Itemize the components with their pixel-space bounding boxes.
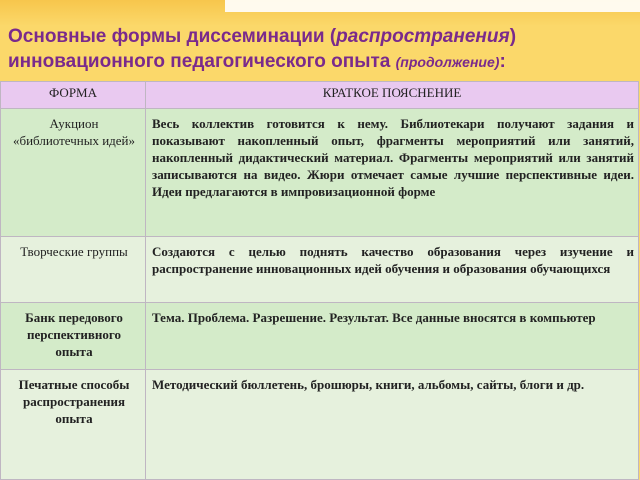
table-row <box>1 109 639 237</box>
title-part-3: ) инновационного педагогического опыта <box>8 26 517 72</box>
top-band-notch <box>225 0 640 12</box>
table-header-row <box>1 82 639 109</box>
header-description: КРАТКОЕ ПОЯСНЕНИЕ <box>146 82 639 109</box>
title-colon: : <box>499 51 506 72</box>
description-cell: Создаются с целью поднять качество образования через изучение и распространение инновационных идей обучения и образования обучающихся <box>146 237 639 303</box>
description-cell: Методический бюллетень, брошюры, книги, альбомы, сайты, блоги и др. <box>146 370 639 480</box>
top-band <box>0 0 640 26</box>
description-cell: Тема. Проблема. Разрешение. Результат. Все данные вносятся в компьютер <box>146 303 639 370</box>
title-emphasis: распространения <box>336 26 510 47</box>
table-row <box>1 370 639 480</box>
form-cell: Аукцион «библиотечных идей» <box>1 109 146 237</box>
title-part-1: Основные формы диссеминации ( <box>8 26 337 47</box>
description-cell: Весь коллектив готовится к нему. Библиотекари получают задания и показывают накопленный опыт, фрагменты мероприятий или занятий, накопленный дидактический материал. Фрагменты мероприятий или занятий записываются на видео. Жюри отмечает самые лучшие перспективные идеи. Идеи предлагаются в импровизационной форме <box>146 109 639 237</box>
header-form: ФОРМА <box>1 82 146 109</box>
table-row <box>1 237 639 303</box>
forms-table <box>0 81 639 480</box>
title-continuation: (продолжение) <box>395 54 500 70</box>
table-row <box>1 303 639 370</box>
form-cell: Банк передового перспективного опыта <box>1 303 146 370</box>
form-cell: Печатные способы распространения опыта <box>1 370 146 480</box>
form-cell: Творческие группы <box>1 237 146 303</box>
slide-title <box>8 24 634 75</box>
